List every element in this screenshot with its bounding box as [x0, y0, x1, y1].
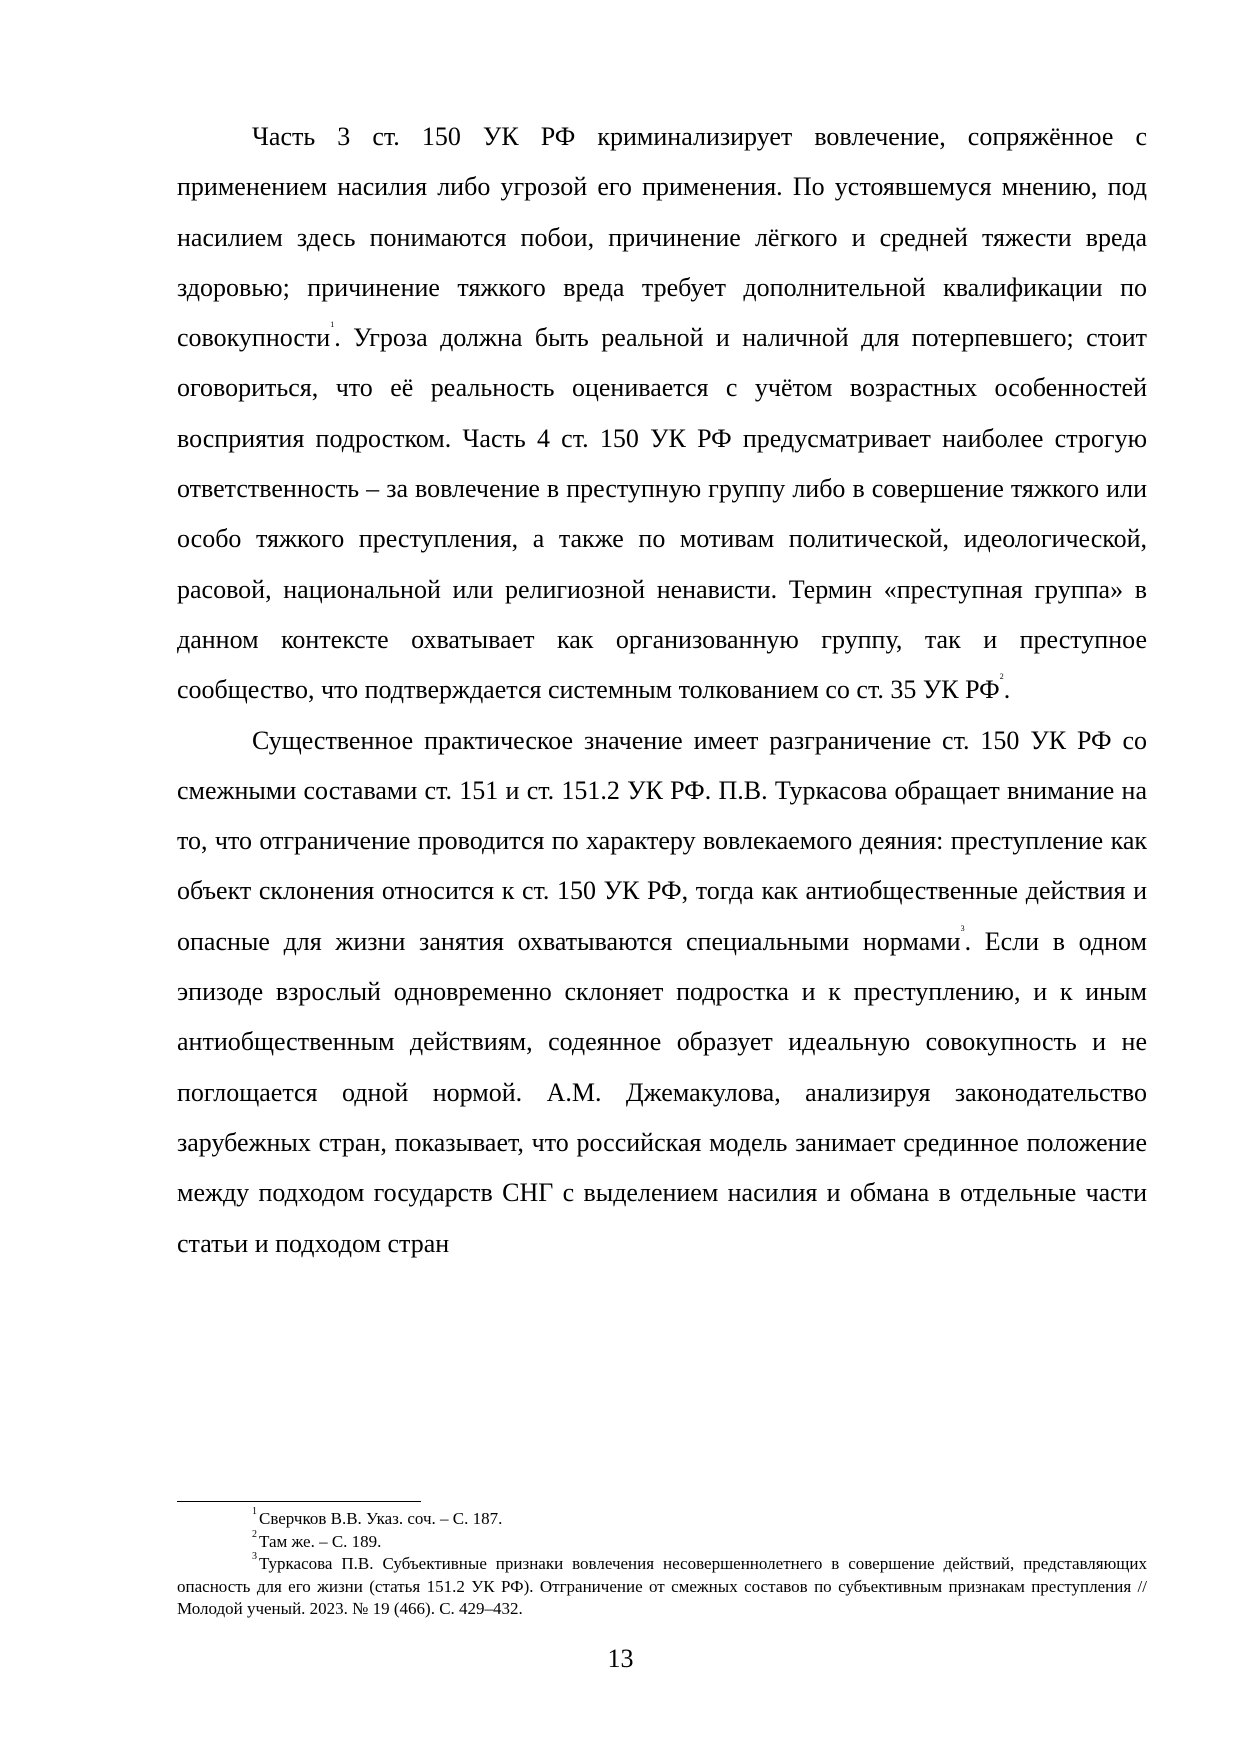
footnote-number: 2: [252, 1528, 257, 1540]
paragraph-text: Существенное практическое значение имеет разграничение ст. 150 УК РФ со смежными составами ст. 151 и ст. 151.2 УК РФ. П.В. Туркасова обращает внимание на то, что отграничение проводится по характеру вовлекаемого деяния: преступление как объект склонения относится к ст. 150 УК РФ, тогда как антиобщественные действия и опасные для жизни занятия охватываются специальными нормами: [177, 725, 1147, 956]
footnote-text: Сверчков В.В. Указ. соч. – С. 187.: [259, 1509, 503, 1528]
paragraph-1: [177, 112, 1147, 716]
footnote-2: [177, 1528, 1147, 1554]
footnote-number: 3: [252, 1551, 257, 1562]
paragraph-2: [177, 716, 1147, 1269]
footnote-separator: [177, 1501, 421, 1502]
main-text: [177, 112, 1147, 1269]
footnote-number: 1: [252, 1506, 257, 1517]
paragraph-text: . Если в одном эпизоде взрослый одновременно склоняет подростка и к преступлению, и к иным антиобщественным действиям, содеянное образует идеальную совокупность и не поглощается одной нормой. А.М. Джемакулова, анализируя законодательство зарубежных стран, показывает, что российская модель занимает срединное положение между подходом государств СНГ с выделением насилия и обмана в отдельные части статьи и подходом стран: [177, 926, 1147, 1258]
footnote-1: [177, 1508, 1147, 1531]
paragraph-text: .: [1003, 675, 1011, 705]
paragraph-text: . Угроза должна быть реальной и наличной для потерпевшего; стоит оговориться, что её реальность оценивается с учётом возрастных особенностей восприятия подростком. Часть 4 ст. 150 УК РФ предусматривает наиболее строгую ответственность – за вовлечение в преступную группу либо в совершение тяжкого или особо тяжкого преступления, а также по мотивам политической, идеологической, расовой, национальной или религиозной ненависти. Термин «преступная группа» в данном контексте охватывает как организованную группу, так и преступное сообщество, что подтверждается системным толкованием со ст. 35 УК РФ: [177, 323, 1147, 705]
footnote-ref-1[interactable]: 1: [330, 320, 335, 330]
footnote-text: Туркасова П.В. Субъективные признаки вовлечения несовершеннолетнего в совершение действий, представляющих опасность для его жизни (статья 151.2 УК РФ). Отграничение от смежных составов по субъективным признакам преступления // Молодой ученый. 2023. № 19 (466). С. 429–432.: [177, 1554, 1147, 1618]
page-number: 13: [607, 1644, 634, 1673]
footnote-ref-3[interactable]: 3: [960, 923, 965, 933]
footnote-text: Там же. – С. 189.: [259, 1531, 382, 1551]
paragraph-text: Часть 3 ст. 150 УК РФ криминализирует вовлечение, сопряжённое с применением насилия либо угрозой его применения. По устоявшемуся мнению, под насилием здесь понимаются побои, причинение лёгкого и средней тяжести вреда здоровью; причинение тяжкого вреда требует дополнительной квалификации по совокупности: [177, 122, 1147, 353]
footnote-3: [177, 1553, 1147, 1621]
footnote-ref-2[interactable]: 2: [999, 672, 1004, 682]
footnotes: [177, 1508, 1147, 1621]
